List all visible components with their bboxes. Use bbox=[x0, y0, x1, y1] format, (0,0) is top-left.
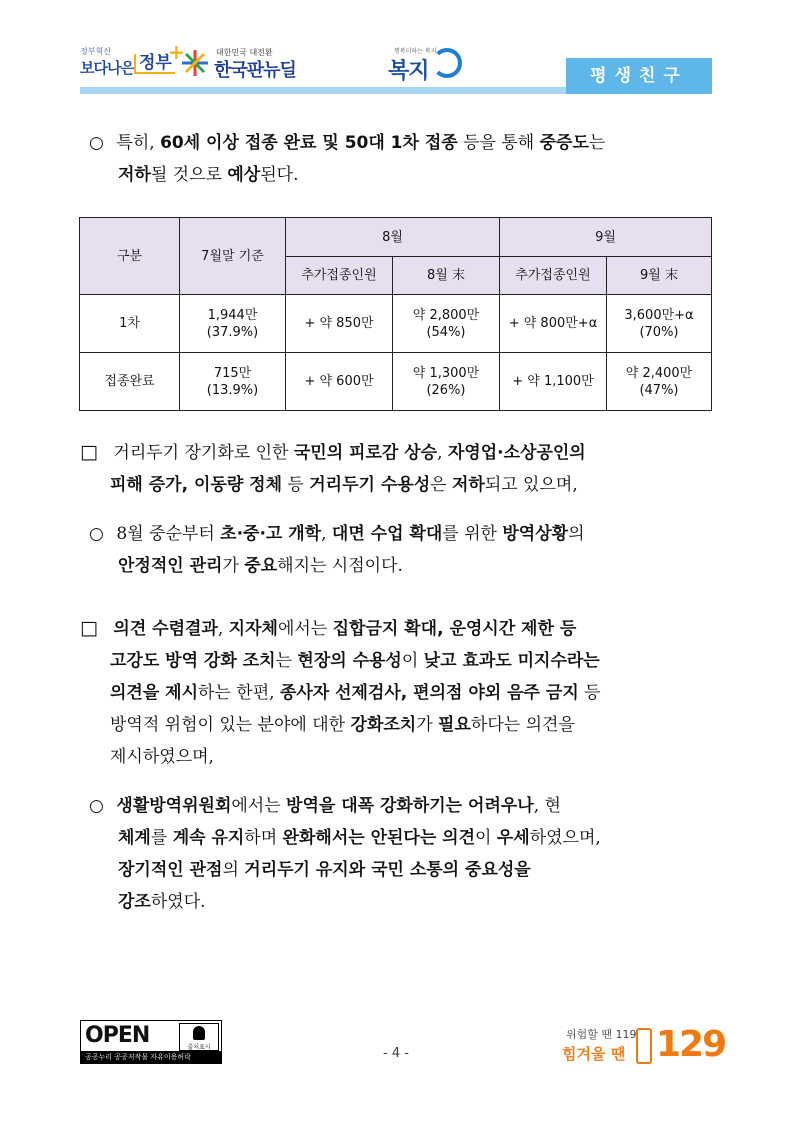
cell-aug-add: + 약 850만 bbox=[286, 295, 393, 353]
logo-gov-title: 보다나은 bbox=[80, 59, 134, 77]
text-run: 가 bbox=[416, 715, 439, 735]
text-run: 를 위한 bbox=[442, 524, 503, 544]
text-bold: 저하 bbox=[118, 165, 151, 185]
text-bold: 피해 증가, 이동량 정체 bbox=[110, 475, 283, 495]
circle-bullet: ○ bbox=[89, 133, 104, 153]
text-bold: 고강도 방역 강화 조치 bbox=[110, 651, 276, 671]
row-label: 1차 bbox=[80, 295, 180, 353]
cell-value: 1,944만 bbox=[207, 307, 258, 323]
text-run: 가 bbox=[222, 556, 245, 576]
text-run: 의 bbox=[222, 860, 245, 880]
page-number: - 4 - bbox=[383, 1046, 409, 1061]
cell-sep-end bbox=[607, 353, 712, 411]
header-sep-end: 9월 末 bbox=[607, 257, 712, 295]
text-bold: 완화해서는 안된다는 의견 bbox=[282, 828, 476, 848]
open-license-badge bbox=[80, 1020, 222, 1064]
text-bold: 우세 bbox=[496, 828, 530, 848]
logo-welfare-subtitle: 행복더하는 복지 bbox=[394, 48, 437, 55]
hotline-logo bbox=[560, 1022, 726, 1070]
text-bold: 종사자 선제검사, 편의점 야외 음주 금지 bbox=[279, 683, 579, 703]
text-run: 방역적 위험이 있는 분야에 대한 bbox=[110, 715, 351, 735]
cell-percent: (37.9%) bbox=[206, 324, 259, 340]
text-run: 하며 bbox=[244, 828, 283, 848]
text-run: , 현 bbox=[533, 796, 561, 816]
table-row bbox=[80, 353, 712, 411]
logo-gov-box: 정부 bbox=[134, 54, 175, 74]
text-bold: 자영업·소상공인의 bbox=[447, 443, 586, 463]
cell-july bbox=[180, 295, 286, 353]
text-bold: 초·중·고 개학 bbox=[220, 524, 322, 544]
text-run: 를 bbox=[150, 828, 173, 848]
cell-value: 약 2,800만 bbox=[412, 307, 480, 323]
text-bold: 국민의 피로감 상승 bbox=[293, 443, 438, 463]
text-bold: 방역상황 bbox=[502, 524, 569, 544]
paragraph-prevention-committee bbox=[89, 790, 719, 918]
header-aug-additional: 추가접종인원 bbox=[286, 257, 393, 295]
text-run: 하다는 의견을 bbox=[470, 715, 575, 735]
text-bold: 강화조치 bbox=[350, 715, 417, 735]
text-bold: 생활방역위원회 bbox=[116, 796, 232, 816]
text-run: , bbox=[321, 524, 332, 544]
header-sep-additional: 추가접종인원 bbox=[500, 257, 607, 295]
paragraph-distancing-acceptance bbox=[80, 436, 720, 501]
paragraph-vaccination-effect bbox=[89, 127, 719, 191]
text-bold: 방역을 대폭 강화하기는 어려우나 bbox=[286, 796, 534, 816]
circle-bullet: ○ bbox=[89, 524, 104, 544]
cell-aug-end bbox=[393, 353, 500, 411]
text-bold: 체계 bbox=[118, 828, 151, 848]
text-bold: 필요 bbox=[438, 715, 471, 735]
text-run: 등 bbox=[578, 683, 601, 703]
cell-sep-end bbox=[607, 295, 712, 353]
logo-newdeal-title: 한국판뉴딜 bbox=[214, 60, 296, 81]
plus-icon: + bbox=[168, 40, 185, 64]
paragraph-school-opening bbox=[89, 518, 719, 582]
cell-july bbox=[180, 353, 286, 411]
text-bold: 현장의 수용성 bbox=[297, 651, 402, 671]
text-run: 특히, bbox=[116, 133, 161, 153]
cell-value: 715만 bbox=[213, 365, 252, 381]
logo-newdeal-subtitle: 대한민국 대전환 bbox=[216, 48, 273, 57]
header-september: 9월 bbox=[500, 218, 712, 257]
text-bold: 의견 수렴결과 bbox=[113, 619, 218, 639]
text-bold: 낮고 효과도 미지수라는 bbox=[423, 651, 600, 671]
text-run: 거리두기 장기화로 인한 bbox=[113, 443, 294, 463]
text-run: 는 bbox=[588, 133, 606, 153]
text-run: 될 것으로 bbox=[150, 165, 228, 185]
cell-percent: (13.9%) bbox=[206, 382, 259, 398]
korean-new-deal-logo bbox=[180, 42, 315, 82]
cell-aug-add: + 약 600만 bbox=[286, 353, 393, 411]
text-bold: 중요 bbox=[244, 556, 278, 576]
text-run: 하였다. bbox=[150, 892, 206, 912]
text-run: 8월 중순부터 bbox=[116, 524, 221, 544]
text-bold: 강조 bbox=[118, 892, 151, 912]
cell-value: 약 2,400만 bbox=[625, 365, 693, 381]
logo-gov-subtitle: 정부혁신 bbox=[80, 47, 111, 56]
header-gubun: 구분 bbox=[80, 218, 180, 295]
text-bold: 대면 수업 확대 bbox=[331, 524, 443, 544]
text-run: 하였으며, bbox=[529, 828, 601, 848]
cell-percent: (54%) bbox=[426, 324, 466, 340]
vaccination-table bbox=[79, 217, 712, 411]
text-run: , bbox=[437, 443, 448, 463]
text-run: , bbox=[217, 619, 229, 639]
cell-value: 약 1,300만 bbox=[412, 365, 480, 381]
hotline-line2: 힘겨울 땐 bbox=[562, 1045, 626, 1063]
text-run: 이 bbox=[401, 651, 424, 671]
circle-bullet: ○ bbox=[89, 796, 104, 816]
cell-percent: (70%) bbox=[639, 324, 679, 340]
text-run: 등 bbox=[282, 475, 310, 495]
text-run: 등을 통해 bbox=[457, 133, 540, 153]
text-bold: 60세 이상 접종 완료 및 50대 1차 접종 bbox=[160, 133, 458, 153]
text-run: 이 bbox=[475, 828, 497, 848]
open-word: OPEN bbox=[85, 1023, 150, 1048]
cell-aug-end bbox=[393, 295, 500, 353]
text-bold: 저하 bbox=[451, 475, 485, 495]
logo-welfare-title: 복지 bbox=[388, 59, 429, 84]
text-run: 하는 한편, bbox=[198, 683, 280, 703]
person-icon bbox=[193, 1026, 205, 1040]
text-run: 은 bbox=[430, 475, 452, 495]
text-bold: 계속 유지 bbox=[172, 828, 245, 848]
government-innovation-logo bbox=[80, 40, 185, 80]
paragraph-opinion-results bbox=[80, 612, 720, 773]
page-header bbox=[0, 0, 793, 100]
text-bold: 집합금지 확대, 운영시간 제한 등 bbox=[332, 619, 577, 639]
text-run: 된다. bbox=[260, 165, 299, 185]
text-run: 해지는 시점이다. bbox=[277, 556, 403, 576]
cell-percent: (26%) bbox=[426, 382, 466, 398]
text-bold: 중증도 bbox=[539, 133, 589, 153]
welfare-arc-icon bbox=[432, 48, 462, 78]
cell-sep-add: + 약 1,100만 bbox=[500, 353, 607, 411]
text-bold: 거리두기 유지와 국민 소통의 중요성을 bbox=[244, 860, 531, 880]
cell-percent: (47%) bbox=[639, 382, 679, 398]
text-run: 에서는 bbox=[277, 619, 333, 639]
row-label: 접종완료 bbox=[80, 353, 180, 411]
text-bold: 안정적인 관리 bbox=[118, 556, 223, 576]
text-bold: 예상 bbox=[227, 165, 261, 185]
text-bold: 거리두기 수용성 bbox=[309, 475, 431, 495]
attribution-label: 출처표시 bbox=[187, 1044, 211, 1051]
hotline-number: 129 bbox=[656, 1024, 726, 1065]
text-bold: 장기적인 관점 bbox=[118, 860, 223, 880]
phone-icon bbox=[636, 1028, 652, 1064]
hotline-line1: 위험할 땐 119 bbox=[566, 1028, 637, 1041]
text-run: 의 bbox=[568, 524, 585, 544]
text-run: 제시하였으며, bbox=[110, 747, 214, 767]
star-burst-icon bbox=[180, 48, 210, 78]
text-run: 되고 있으며, bbox=[484, 475, 578, 495]
header-july: 7월말 기준 bbox=[180, 218, 286, 295]
square-bullet: □ bbox=[80, 617, 98, 639]
header-august: 8월 bbox=[286, 218, 500, 257]
attribution-box bbox=[179, 1023, 219, 1051]
square-bullet: □ bbox=[80, 441, 98, 463]
welfare-logo bbox=[388, 44, 468, 84]
text-bold: 의견을 제시 bbox=[110, 683, 199, 703]
cell-sep-add: + 약 800만+α bbox=[500, 295, 607, 353]
cell-value: 3,600만+α bbox=[624, 307, 694, 323]
open-license-strip: 공공누리 공공저작물 자유이용허락 bbox=[81, 1051, 221, 1064]
text-run: 에서는 bbox=[231, 796, 287, 816]
header-tag: 평생친구 bbox=[566, 58, 712, 94]
text-run: 는 bbox=[275, 651, 298, 671]
table-row bbox=[80, 295, 712, 353]
header-aug-end: 8월 末 bbox=[393, 257, 500, 295]
text-bold: 지자체 bbox=[228, 619, 278, 639]
